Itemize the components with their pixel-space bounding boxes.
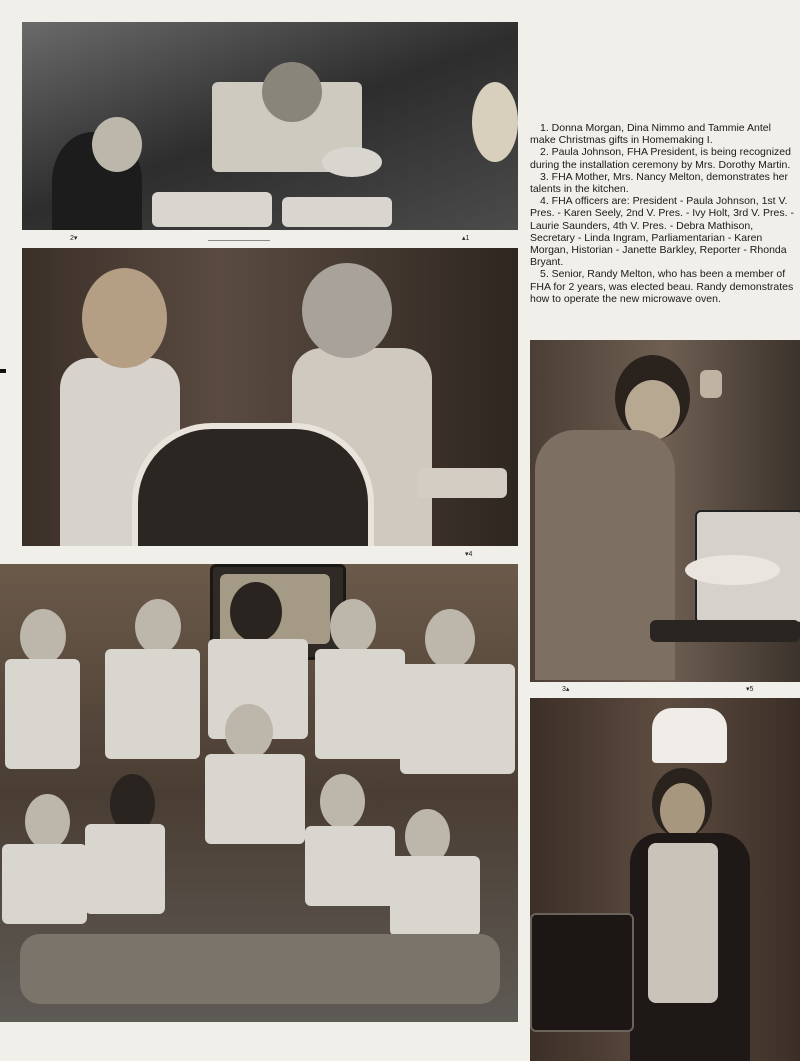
photo-5-label: ▾5 <box>746 686 754 693</box>
photo-fha-officers <box>0 564 518 1022</box>
photo-randy-microwave <box>530 698 800 1061</box>
caption-1: 1. Donna Morgan, Dina Nimmo and Tammie Antel make Christmas gifts in Homemaking I. <box>530 122 771 147</box>
caption-4: 4. FHA officers are: President - Paula Johnson, 1st V. Pres. - Karen Seely, 2nd V. Pres. - Ivy Holt, 3rd V. Pres. - Laurie Saunders, 4th V. Pres. - Debra Mathison, Secretary - Linda Ingram, Parliamentarian - Karen Morgan, Historian - Janette Barkley, Reporter - Rhonda Bryant. <box>530 195 794 269</box>
caption-block <box>530 122 798 305</box>
photo-1-label: ▴1 <box>462 235 470 242</box>
photo-installation-ceremony <box>22 248 518 546</box>
photo-4-label: ▾4 <box>465 551 473 558</box>
divider <box>208 240 270 241</box>
caption-3: 3. FHA Mother, Mrs. Nancy Melton, demonstrates her talents in the kitchen. <box>530 170 789 196</box>
photo-3-label: 3▴ <box>562 686 570 693</box>
photo-homemaking-class <box>22 22 518 230</box>
caption-2: 2. Paula Johnson, FHA President, is being recognized during the installation ceremony by Mrs. Dorothy Martin. <box>530 146 791 171</box>
photo-2-label: 2▾ <box>70 235 78 242</box>
caption-5: 5. Senior, Randy Melton, who has been a member of FHA for 2 years, was elected beau. Randy demonstrates how to operate the new microwave oven. <box>530 268 794 305</box>
page-mark <box>0 369 6 373</box>
photo-fha-mother-kitchen <box>530 340 800 682</box>
